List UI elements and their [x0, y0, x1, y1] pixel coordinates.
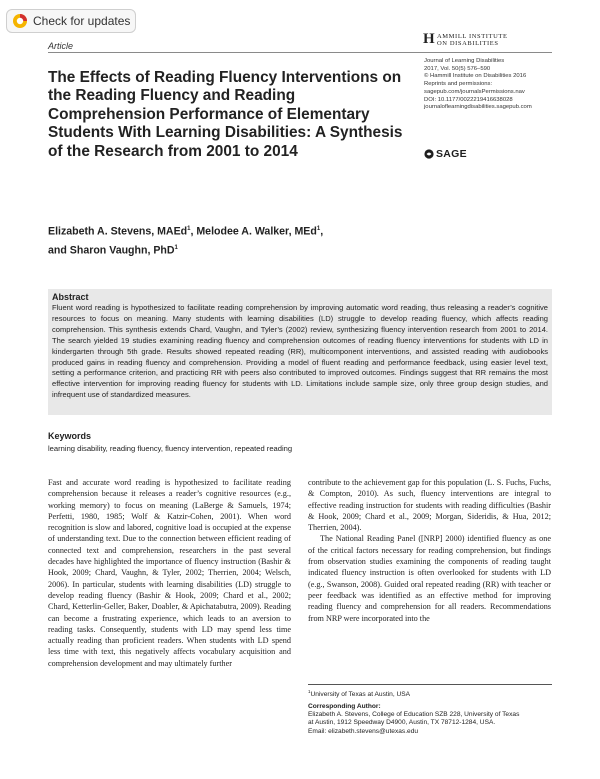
publisher-logo [423, 32, 553, 48]
journal-info-line: © Hammill Institute on Disabilities 2016 [424, 73, 527, 80]
corresponding-author-line: Elizabeth A. Stevens, College of Education SZB 228, University of Texas [308, 711, 520, 719]
author-affiliation-mark: 1 [187, 226, 191, 232]
journal-info-line: journaloflearningdisabilities.sagepub.com [424, 104, 532, 111]
journal-info-line: sagepub.com/journalsPermissions.nav [424, 88, 525, 95]
footnotes [308, 688, 552, 736]
author-affiliation-mark: 1 [316, 226, 321, 232]
author-name: and Sharon Vaughn, PhD [48, 244, 175, 257]
publisher-logo-mark: H [423, 31, 435, 47]
corresponding-author-email[interactable]: Email: elizabeth.stevens@utexas.edu [308, 727, 419, 735]
keywords-heading: Keywords [48, 431, 92, 441]
body-paragraph: Fast and accurate word reading is hypothesized to facilitate reading comprehension because it releases a reader’s cognitive resources (e.g., working memory) to focus on meaning (LaBerge & Samuels, 1974; Perfetti, 1980, 1985; Wolf & Katzir-Cohen, 2001). When word recognition is slow and labored, cognitive load is occupied at the expense of understanding text. Due to the connection between efficient reading of connected text and comprehension, researchers in the past several decades have highlighted the importance of fluency instruction (Bashir & Hook, 2009; Chard, Vaughn, & Tyler, 2002; Therrien, 2004; Welsch, 2006). In particular, students with learning disabilities (LD) struggle to develop reading fluency (Bashir & Hook, 2009; Chard et al., 2002; Chard, Ketterlin-Geller, Baker, Doabler, & Apichatabutra, 2009). Reading can become a frustrating experience, which leads to an aversion to reading tasks. Consequently, students with LD may spend less time actually reading than proficient readers. When students with LD spend less time with text, this negatively affects vocabulary acquisition and comprehension development and may ultimately further [48, 478, 291, 668]
journal-info [424, 58, 564, 112]
journal-info-line: DOI: 10.1177/0022219416638028 [424, 96, 513, 103]
sage-logo [424, 148, 467, 160]
abstract-text: Fluent word reading is hypothesized to facilitate reading comprehension by improving automatic word reading, thus releasing a reader’s cognitive resources to focus on meaning. Many students with learning disabilities (LD) struggle to develop reading fluency, which affects reading comprehension. This synthesis extends Chard, Vaughn, and Tyler’s (2002) review, synthesizing fluency intervention research from 2001 to 2014. The search yielded 19 studies examining reading fluency and comprehension outcomes of reading fluency interventions for students with LD in kindergarten through 5th grade. Results showed repeated reading (RR), multicomponent interventions, and assisted reading with audiobooks produced gains in reading fluency and comprehension. Providing a model of fluent reading and performance feedback, using easier level text, setting a performance criterion, and practicing RR with peers also contributed to improved outcomes. Findings suggest that RR remains the most effective intervention for improving reading fluency for students with LD. Limitations include sample size, only three group design studies, and infrequent use of standardized measures. [52, 303, 548, 400]
corresponding-author-line: at Austin, 1912 Speedway D4900, Austin, TX 78712-1284, USA. [308, 719, 496, 727]
affiliation-note [308, 688, 552, 699]
footnote-divider [308, 684, 552, 685]
check-updates-icon [12, 13, 28, 29]
corresponding-author-heading: Corresponding Author: [308, 703, 381, 711]
journal-info-line: Reprints and permissions: [424, 81, 493, 88]
journal-info-line: Journal of Learning Disabilities [424, 58, 505, 64]
header-divider [48, 52, 552, 53]
author-affiliation-mark: 1 [174, 244, 178, 251]
publisher-logo-line2: ON DISABILITIES [437, 40, 499, 47]
body-column-right [308, 477, 551, 624]
body-paragraph: contribute to the achievement gap for this population (L. S. Fuchs, Fuchs, & Compton, 2010). As such, fluency interventions are integral to effective reading instruction for students with reading difficulties (Bashir & Hook, 2009; Chard et al., 2009; Morgan, Sideridis, & Hua, 2012; Therrien, 2004). [308, 478, 551, 533]
publisher-logo-line1: AMMILL INSTITUTE [437, 33, 508, 40]
body-paragraph: The National Reading Panel ([NRP] 2000) identified fluency as one of the critical factors necessary for reading comprehension, but findings from observation studies examining the components of reading taught indicated fluency instruction is often overlooked for students with LD (e.g., Swanson, 2008). Guided oral repeated reading (RR) with teacher or peer feedback was identified as an effective method for improving reading fluency and comprehension for all readers. Recommendations from NRP were incorporated into the [308, 534, 551, 623]
sage-logo-icon [424, 149, 434, 159]
article-type-label: Article [48, 41, 74, 51]
author-name: Melodee A. Walker, MEd [196, 225, 317, 238]
journal-info-line: 2017, Vol. 50(5) 576–590 [424, 65, 491, 72]
affiliation-text: University of Texas at Austin, USA [310, 691, 411, 699]
abstract-heading: Abstract [52, 292, 89, 302]
sage-logo-text: SAGE [436, 148, 467, 160]
body-column-left [48, 477, 291, 669]
author-name: Elizabeth A. Stevens, MAEd [48, 225, 188, 238]
author-list: Elizabeth A. Stevens, MAEd$^1$, Melodee A. Walker, MEd$^1$, and Sharon Vaughn, PhD$^1$ [48, 225, 324, 257]
article-title: The Effects of Reading Fluency Interventions on the Reading Fluency and Reading Comprehension Performance of Elementary Students With Learning Disabilities: A Synthesis of the Research from 2001 to 2014 [48, 69, 403, 160]
affiliation-mark: 1 [308, 689, 311, 694]
keywords-text: learning disability, reading fluency, fluency intervention, repeated reading [48, 444, 293, 453]
check-for-updates-button[interactable] [6, 9, 136, 33]
check-updates-label: Check for updates [33, 14, 131, 28]
